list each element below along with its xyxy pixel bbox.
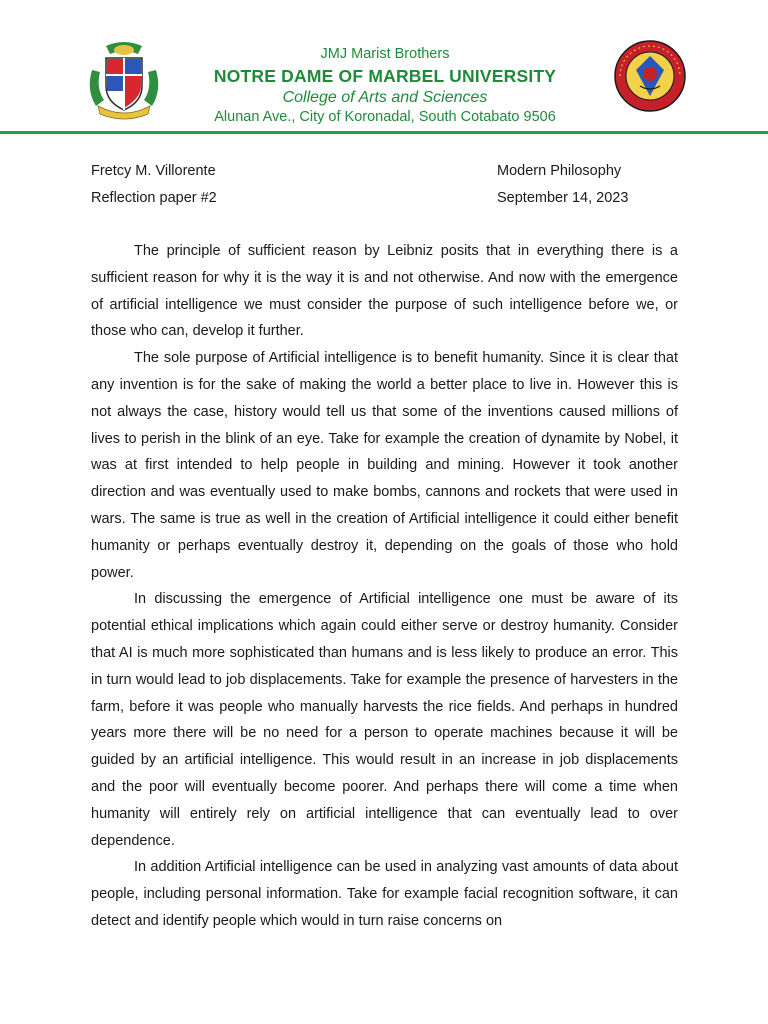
university-name: NOTRE DAME OF MARBEL UNIVERSITY bbox=[213, 66, 557, 86]
university-seal-icon bbox=[86, 40, 162, 120]
course-name: Modern Philosophy bbox=[497, 163, 622, 179]
college-seal-icon bbox=[614, 40, 686, 112]
address: Alunan Ave., City of Koronadal, South Cotabato 9506 bbox=[214, 109, 556, 125]
paragraph: In discussing the emergence of Artificial intelligence one must be aware of its potential ethical implications which again could either serve or destroy humanity. Consider that AI is much more sophisticated than humans and is less likely to produce an error. This in turn would lead to job displacements. Take for example the presence of harvesters in the farm, before it was people who manually harvests the rice fields. And perhaps in hundred years more there will be no need for a person to operate machines because it will be guided by an artificial intelligence. This would result in an increase in job displacements and the poor will eventually become poorer. And perhaps there will come a time when humanity will entirely rely on artificial intelligence that can eventually lead to over dependence. bbox=[91, 591, 678, 849]
author-name: Fretcy M. Villorente bbox=[91, 163, 216, 179]
letterhead bbox=[0, 0, 768, 140]
order-name: JMJ Marist Brothers bbox=[320, 46, 450, 62]
college-name: College of Arts and Sciences bbox=[282, 89, 488, 106]
header-divider bbox=[0, 131, 768, 134]
paragraph: The sole purpose of Artificial intelligence is to benefit humanity. Since it is clear that any invention is for the sake of making the world a better place to live in. However this is not always the case, history would tell us that some of the inventions caused millions of lives to perish in the blink of an eye. Take for example the creation of dynamite by Nobel, it was at first intended to help people in building and mining. However it took another direction and was eventually used to make bombs, cannons and rockets that were used in wars. The same is true as well in the creation of Artificial intelligence it could either benefit humanity or perhaps eventually destroy it, depending on the goals of those who hold power. bbox=[91, 350, 678, 581]
paper-date: September 14, 2023 bbox=[497, 190, 629, 206]
essay-body bbox=[91, 238, 678, 935]
paper-title: Reflection paper #2 bbox=[91, 190, 217, 206]
paragraph: The principle of sufficient reason by Leibniz posits that in everything there is a sufficient reason for why it is the way it is and not otherwise. And now with the emergence of artificial intelligence we must consider the purpose of such intelligence before we, or those who can, develop it further. bbox=[91, 243, 678, 340]
paragraph: In addition Artificial intelligence can be used in analyzing vast amounts of data about people, including personal information. Take for example facial recognition software, it can detect and identify people which would in turn raise concerns on bbox=[91, 859, 678, 929]
